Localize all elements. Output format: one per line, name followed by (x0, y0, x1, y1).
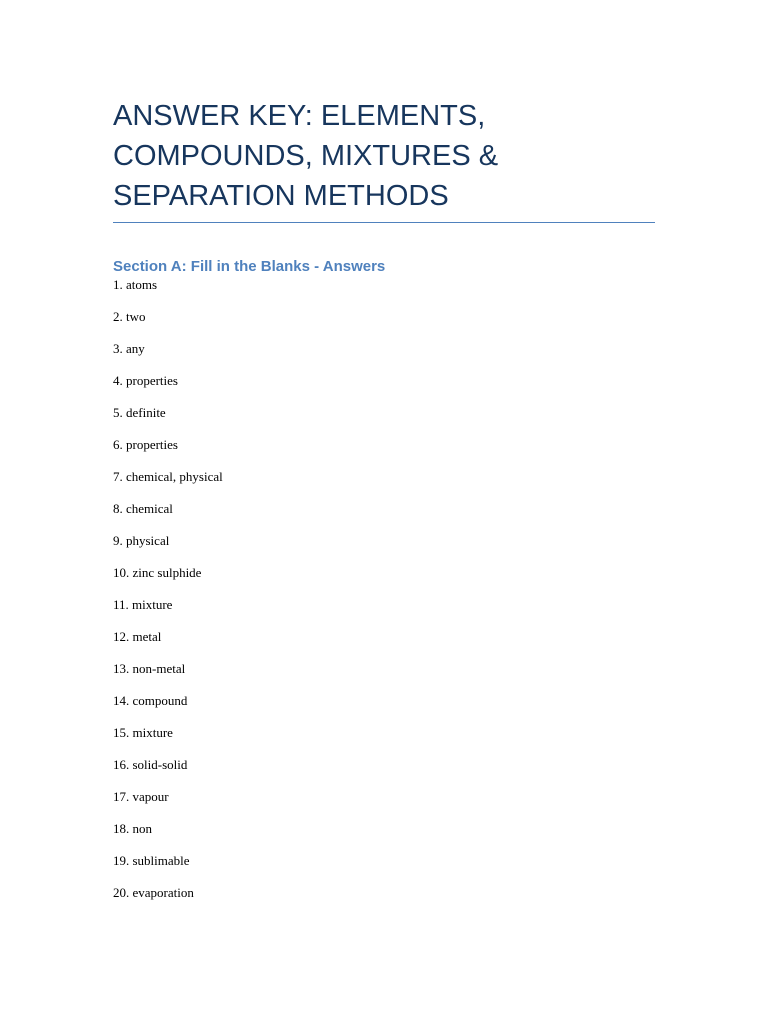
answer-item: 2. two (113, 309, 146, 324)
answer-item: 17. vapour (113, 789, 169, 804)
answer-item: 14. compound (113, 693, 188, 708)
page-title: ANSWER KEY: ELEMENTS, COMPOUNDS, MIXTURES & SEPARATION METHODS (113, 100, 499, 212)
answer-item: 10. zinc sulphide (113, 565, 202, 580)
answer-item: 15. mixture (113, 725, 173, 740)
answer-item: 8. chemical (113, 501, 173, 516)
answer-item: 13. non-metal (113, 661, 186, 676)
answer-item: 6. properties (113, 437, 178, 452)
answer-item: 19. sublimable (113, 853, 190, 868)
title-divider (113, 222, 655, 223)
answer-item: 18. non (113, 821, 152, 836)
answer-item: 12. metal (113, 629, 162, 644)
answer-item: 16. solid-solid (113, 757, 188, 772)
answer-item: 5. definite (113, 405, 166, 420)
answer-list (113, 277, 655, 901)
answer-item: 7. chemical, physical (113, 469, 223, 484)
answer-item: 11. mixture (113, 597, 173, 612)
answer-item: 20. evaporation (113, 885, 194, 900)
answer-item: 3. any (113, 341, 145, 356)
section-heading: Section A: Fill in the Blanks - Answers (113, 258, 386, 275)
answer-item: 4. properties (113, 373, 178, 388)
answer-item: 1. atoms (113, 277, 158, 292)
answer-item: 9. physical (113, 533, 170, 548)
